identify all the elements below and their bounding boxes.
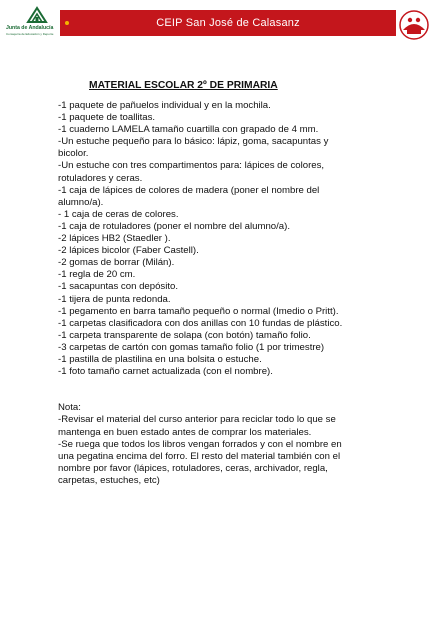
list-item: -1 paquete de pañuelos individual y en la mochila. [58,100,271,111]
list-item: -Un estuche con tres compartimentos para: lápices de colores, [58,160,325,172]
andalucia-crest-icon [26,6,48,24]
list-item: -1 regla de 20 cm. [58,269,136,281]
note-line: nombre por favor (lápices, rotuladores, ceras, archivador, regla, [58,462,328,474]
note-line: una pegatina encima del forro. El resto del material también con el [58,450,341,462]
school-name: CEIP San José de Calasanz [156,17,300,29]
note-line: -Revisar el material del curso anterior para reciclar todo lo que se [58,414,336,426]
material-list [58,100,378,487]
spacer [58,378,378,402]
list-item: -1 tijera de punta redonda. [58,293,171,305]
list-item: -1 caja de rotuladores (poner el nombre del alumno/a). [58,220,290,232]
document-title: MATERIAL ESCOLAR 2º DE PRIMARIA [89,80,278,91]
note-line: carpetas, estuches, etc) [58,474,160,486]
list-item: -1 foto tamaño carnet actualizada (con el nombre). [58,366,273,378]
list-item: -3 carpetas de cartón con gomas tamaño folio (1 por trimestre) [58,341,325,353]
list-item: -2 gomas de borrar (Milán). [58,257,175,269]
school-banner [60,10,396,36]
list-item: -1 cuaderno LAMELA tamaño cuartilla con grapado de 4 mm. [58,124,319,136]
page-header [0,0,438,46]
list-item: -2 lápices bicolor (Faber Castell). [58,245,199,257]
list-item: -Un estuche pequeño para lo básico: lápiz, goma, sacapuntas y [58,136,329,148]
list-item: -1 carpetas clasificadora con dos anillas con 10 fundas de plástico. [58,317,343,329]
note-line: mantenga en buen estado antes de comprar los materiales. [58,426,312,438]
list-item: rotuladores y ceras. [58,172,143,184]
note-line: -Se ruega que todos los libros vengan forrados y con el nombre en [58,438,342,450]
list-item: -1 sacapuntas con depósito. [58,281,179,293]
list-item: -1 carpeta transparente de solapa (con botón) tamaño folio. [58,329,311,341]
list-item: alumno/a). [58,196,104,208]
list-item: -1 paquete de toallitas. [58,112,156,124]
note-label: Nota: [58,402,81,414]
list-item: -2 lápices HB2 (Staedler ). [58,233,171,245]
logo-subtitle: Consejería de Educación y Deporte [6,32,54,36]
junta-andalucia-logo [6,6,66,42]
list-item: bicolor. [58,148,89,160]
list-item: -1 pegamento en barra tamaño pequeño o normal (Imedio o Pritt). [58,305,339,317]
list-item: -1 caja de lápices de colores de madera (poner el nombre del [58,184,320,196]
list-item: -1 pastilla de plastilina en una bolsita o estuche. [58,353,262,365]
school-logo-icon [398,10,430,40]
list-item: - 1 caja de ceras de colores. [58,208,179,220]
logo-title: Junta de Andalucía [6,25,54,31]
